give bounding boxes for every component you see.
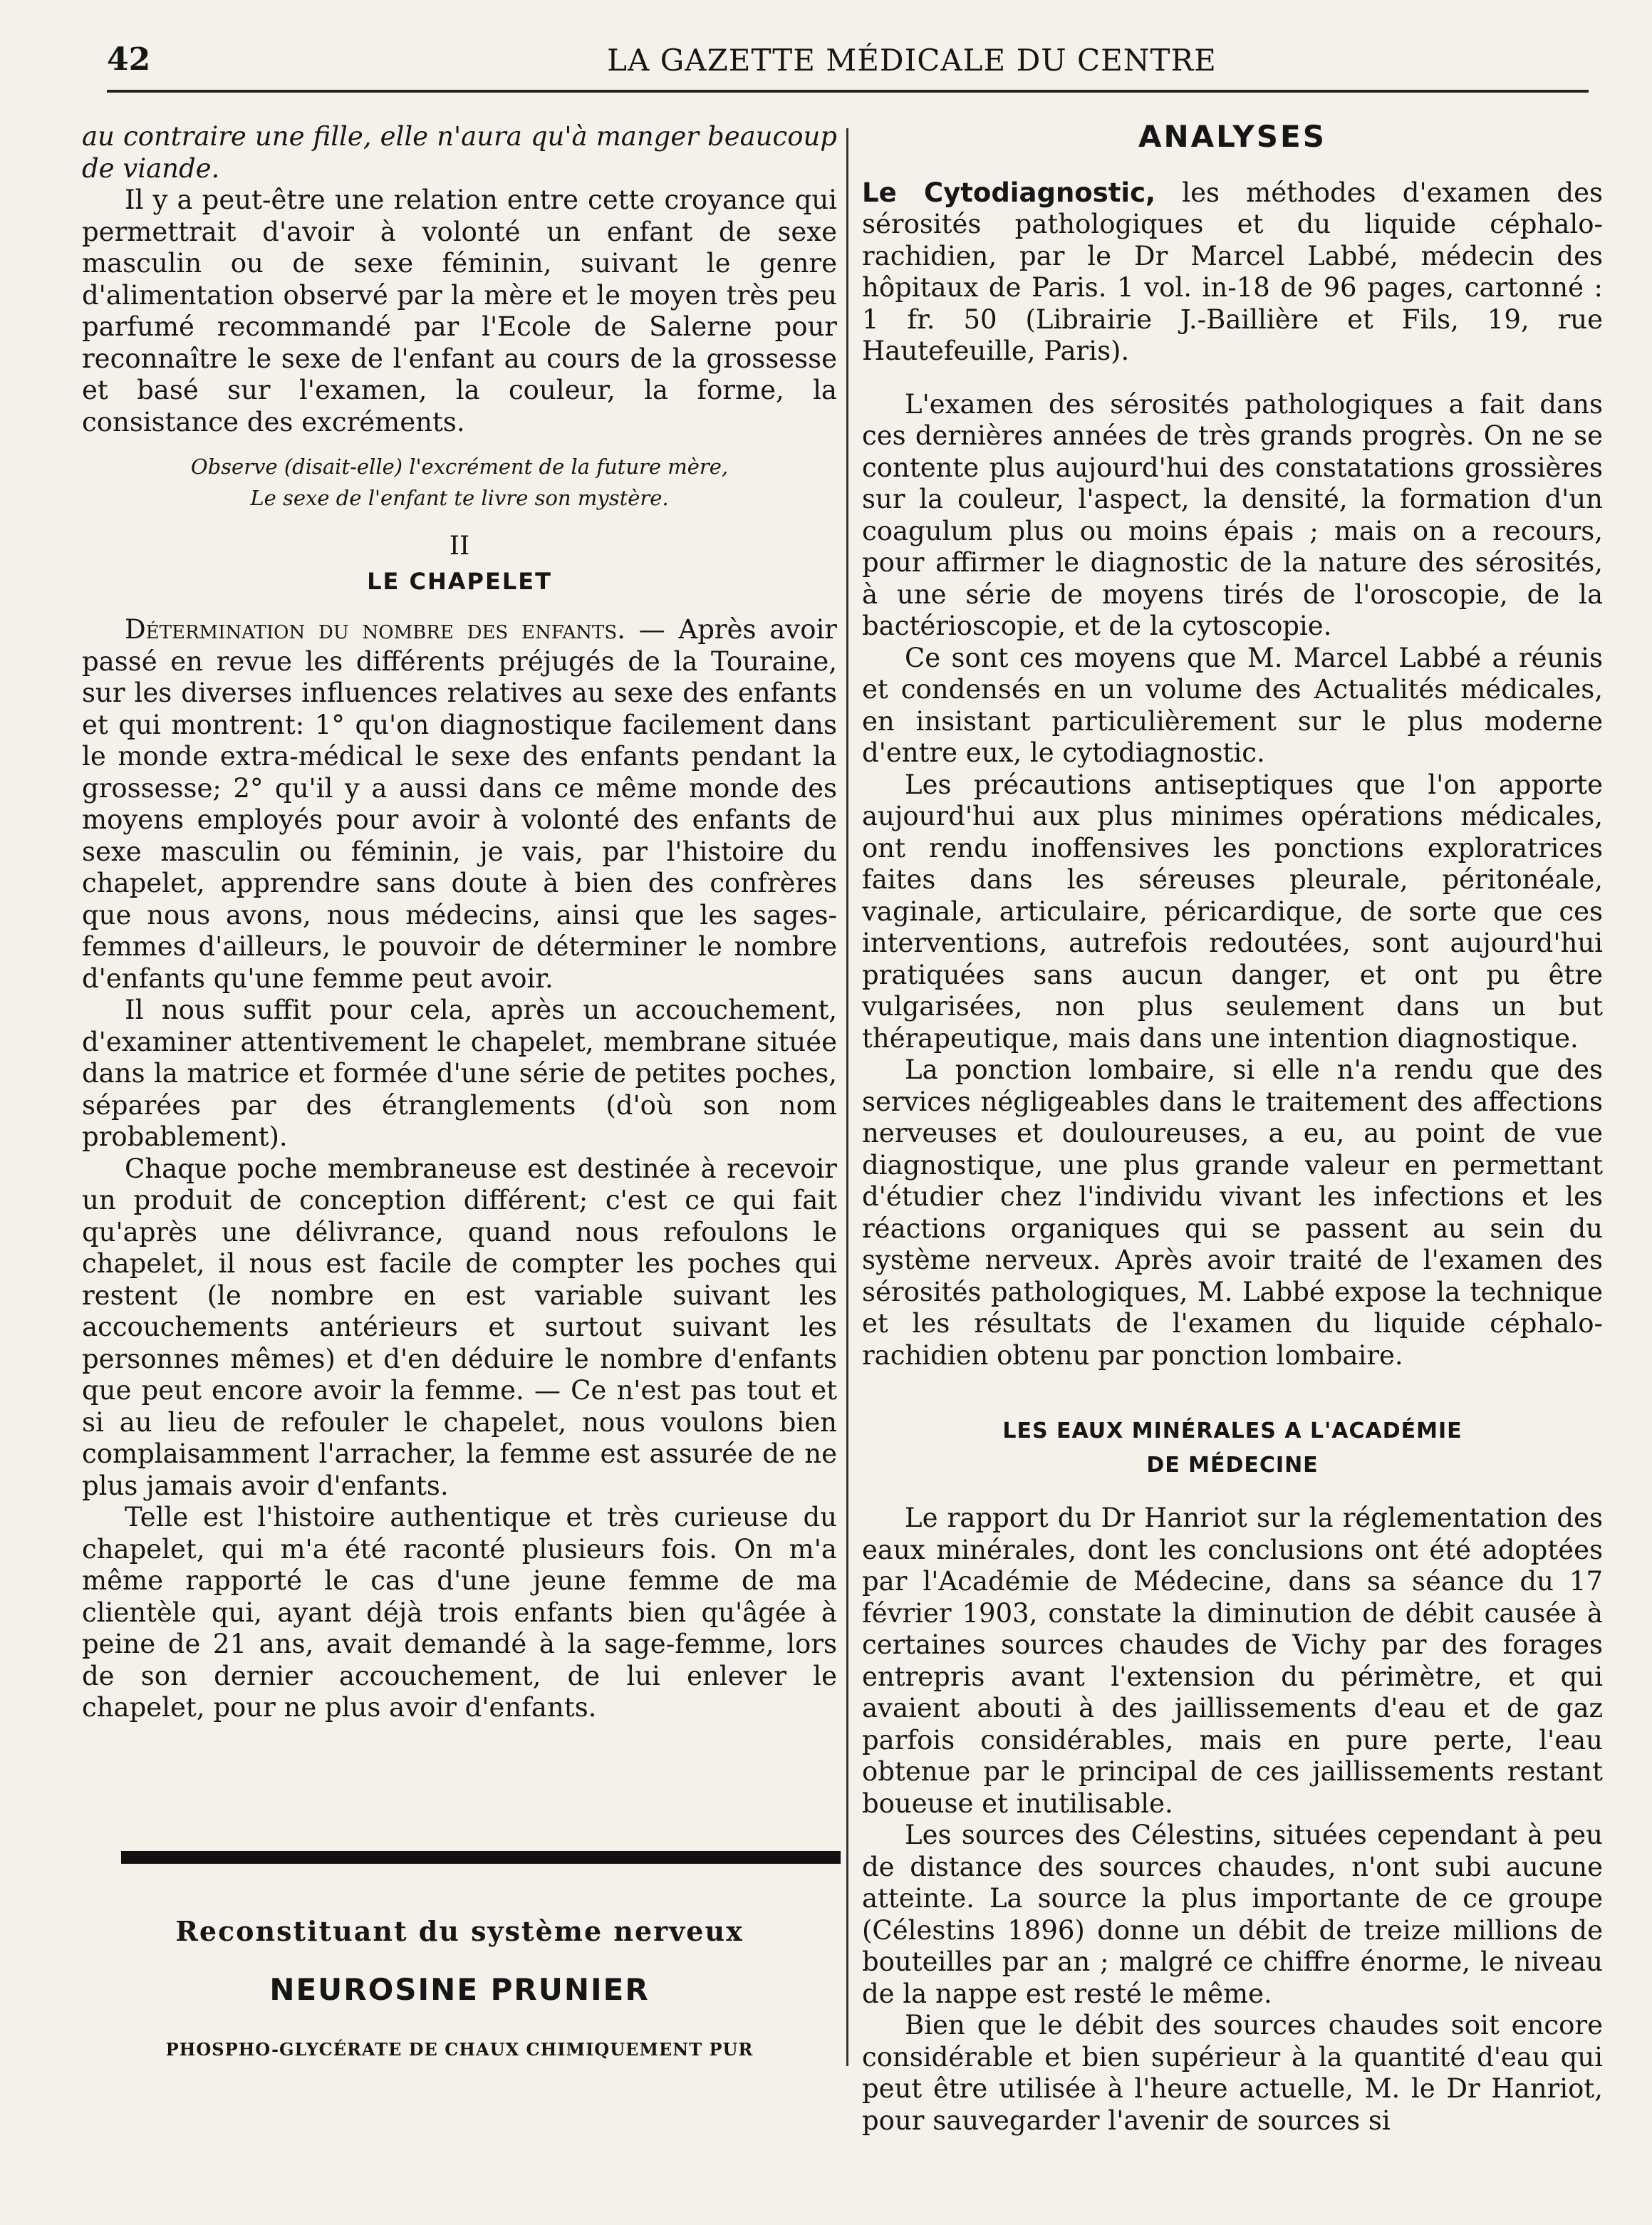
left-paragraph-4: Il nous suffit pour cela, après un accouchement, d'examiner attentivement le chapelet, membrane située dans la matrice et formée d'une série de petites poches, séparées par des étranglements (d'où son nom probablement). (82, 995, 837, 1152)
book-title: Le Cytodiagnostic, (862, 177, 1156, 208)
paragraph-body: — Après avoir passé en revue les différents préjugés de la Touraine, sur les diverses influences relatives au sexe des enfants et qui montrent: 1° qu'on diagnostique facilement dans le monde extra-médical le sexe des enfants pendant la grossesse; 2° qu'il y a aussi dans ce même monde des moyens employés pour avoir à volonté des enfants de sexe masculin ou féminin, je vais, par l'histoire du chapelet, apprendre sans doute à bien des confrères que nous avons, nous médecins, ainsi que les sages-femmes d'ailleurs, le pouvoir de déterminer le nombre d'enfants qu'une femme peut avoir. (82, 614, 837, 994)
column-divider (846, 128, 848, 2066)
book-details: les méthodes d'examen des sérosités pathologiques et du liquide céphalo-rachidien, par le Dr Marcel Labbé, médecin des hôpitaux de Paris. 1 vol. in-18 de 96 pages, cartonné : 1 fr. 50 (Librairie J.-Baillière et Fils, 19, rue Hautefeuille, Paris). (862, 177, 1603, 366)
page-header (107, 41, 1589, 87)
subsection-title-line-2: DE MÉDECINE (1146, 1453, 1319, 1478)
left-paragraph-6: Telle est l'histoire authentique et très curieuse du chapelet, qui m'a été raconté plusieurs fois. On m'a même rapporté le cas d'une jeune femme de ma clientèle qui, ayant déjà trois enfants bien qu'âgée à peine de 21 ans, avait demandé à la sage-femme, lors de son dernier accouchement, de lui enlever le chapelet, pour ne plus avoir d'enfants. (82, 1502, 837, 1723)
book-reference (862, 177, 1603, 368)
advert-description: PHOSPHO-GLYCÉRATE DE CHAUX CHIMIQUEMENT PUR (165, 2039, 754, 2060)
right-column (862, 121, 1603, 2137)
analyses-title: ANALYSES (1138, 119, 1326, 154)
left-column (82, 121, 837, 1724)
right-paragraph-1: L'examen des sérosités pathologiques a fait dans ces dernières années de très grands progrès. On ne se contente plus aujourd'hui des constatations grossières sur la couleur, l'aspect, la densité, la formation d'un coagulum plus ou moins épais ; mais on a recours, pour affirmer le diagnostic de la nature des sérosités, à une série de moyens tirés de l'oroscopie, de la bactérioscopie, et de la cytoscopie. (862, 388, 1603, 641)
quote-line-1: Observe (disait-elle) l'excrément de la future mère, (190, 455, 729, 479)
page-number: 42 (107, 41, 151, 78)
subsection-title-line-1: LES EAUX MINÉRALES A L'ACADÉMIE (1002, 1418, 1463, 1443)
header-rule (107, 90, 1589, 93)
section-number: II (449, 531, 470, 561)
right-paragraph-5: Le rapport du Dr Hanriot sur la réglementation des eaux minérales, dont les conclusions ont été adoptées par l'Académie de Médecine, dans sa séance du 17 février 1903, constate la diminution de débit causée à certaines sources chaudes de Vichy par des forages entrepris avant l'extension du périmètre, et qui avaient abouti à des jaillissements d'eau et de gaz parfois considérables, mais en pure perte, l'eau obtenue par le principal de ces jaillissements restant boueuse et inutilisable. (862, 1503, 1603, 1819)
left-paragraph-3 (82, 614, 837, 995)
right-paragraph-3: Les précautions antiseptiques que l'on apporte aujourd'hui aux plus minimes opérations médicales, ont rendu inoffensives les ponctions exploratrices faites dans les séreuses pleurale, péritonéale, vaginale, articulaire, péricardique, de sorte que ces interventions, autrefois redoutées, sont aujourd'hui pratiquées sans aucun danger, et ont pu être vulgarisées, non plus seulement dans un but thérapeutique, mais dans une intention diagnostique. (862, 769, 1603, 1054)
subsection-title (862, 1414, 1603, 1483)
left-paragraph-2: Il y a peut-être une relation entre cette croyance qui permettrait d'avoir à volonté un enfant de sexe masculin ou de sexe féminin, suivant le genre d'alimentation observé par la mère et le moyen très peu parfumé recommandé par l'Ecole de Salerne pour reconnaître le sexe de l'enfant au cours de la grossesse et basé sur l'examen, la couleur, la forme, la consistance des excréments. (82, 185, 837, 437)
paragraph-lead: Détermination du nombre des enfants. (125, 614, 625, 645)
advert-product: NEUROSINE PRUNIER (269, 1972, 650, 2007)
left-paragraph-1: au contraire une fille, elle n'aura qu'à manger beaucoup de viande. (82, 121, 837, 184)
left-paragraph-5: Chaque poche membraneuse est destinée à recevoir un produit de conception différent; c'est ce qui fait qu'après une délivrance, quand nous refoulons le chapelet, il nous est facile de compter les poches qui restent (le nombre en est variable suivant les accouchements antérieurs et surtout suivant les personnes mêmes) et d'en déduire le nombre d'enfants que peut encore avoir la femme. — Ce n'est pas tout et si au lieu de refouler le chapelet, nous voulons bien complaisamment l'arracher, la femme est assurée de ne plus jamais avoir d'enfants. (82, 1153, 837, 1501)
salerno-quote (82, 451, 837, 514)
right-paragraph-6: Les sources des Célestins, situées cependant à peu de distance des sources chaudes, n'ont subi aucune atteinte. La source la plus importante de ce groupe (Célestins 1896) donne un débit de treize millions de bouteilles par an ; malgré ce chiffre énorme, le niveau de la nappe est resté le même. (862, 1820, 1603, 2009)
advert-rule (121, 1851, 841, 1864)
advert-tagline: Reconstituant du système nerveux (175, 1915, 744, 1947)
journal-title: LA GAZETTE MÉDICALE DU CENTRE (607, 43, 1217, 78)
right-paragraph-7: Bien que le débit des sources chaudes soit encore considérable et bien supérieur à la quantité d'eau qui peut être utilisée à l'heure actuelle, M. le Dr Hanriot, pour sauvegarder l'avenir de sources si (862, 2010, 1603, 2136)
quote-line-2: Le sexe de l'enfant te livre son mystère. (250, 486, 669, 510)
right-paragraph-4: La ponction lombaire, si elle n'a rendu que des services négligeables dans le traitement des affections nerveuses et douloureuses, a eu, au point de vue diagnostique, une plus grande valeur en permettant d'étudier chez l'individu vivant les infections et les réactions organiques qui se passent au sein du système nerveux. Après avoir traité de l'examen des sérosités pathologiques, M. Labbé expose la technique et les résultats de l'examen du liquide céphalo-rachidien obtenu par ponction lombaire. (862, 1054, 1603, 1371)
section-title: LE CHAPELET (367, 567, 552, 595)
right-paragraph-2: Ce sont ces moyens que M. Marcel Labbé a réunis et condensés en un volume des Actualités médicales, en insistant particulièrement sur le plus moderne d'entre eux, le cytodiagnostic. (862, 642, 1603, 768)
